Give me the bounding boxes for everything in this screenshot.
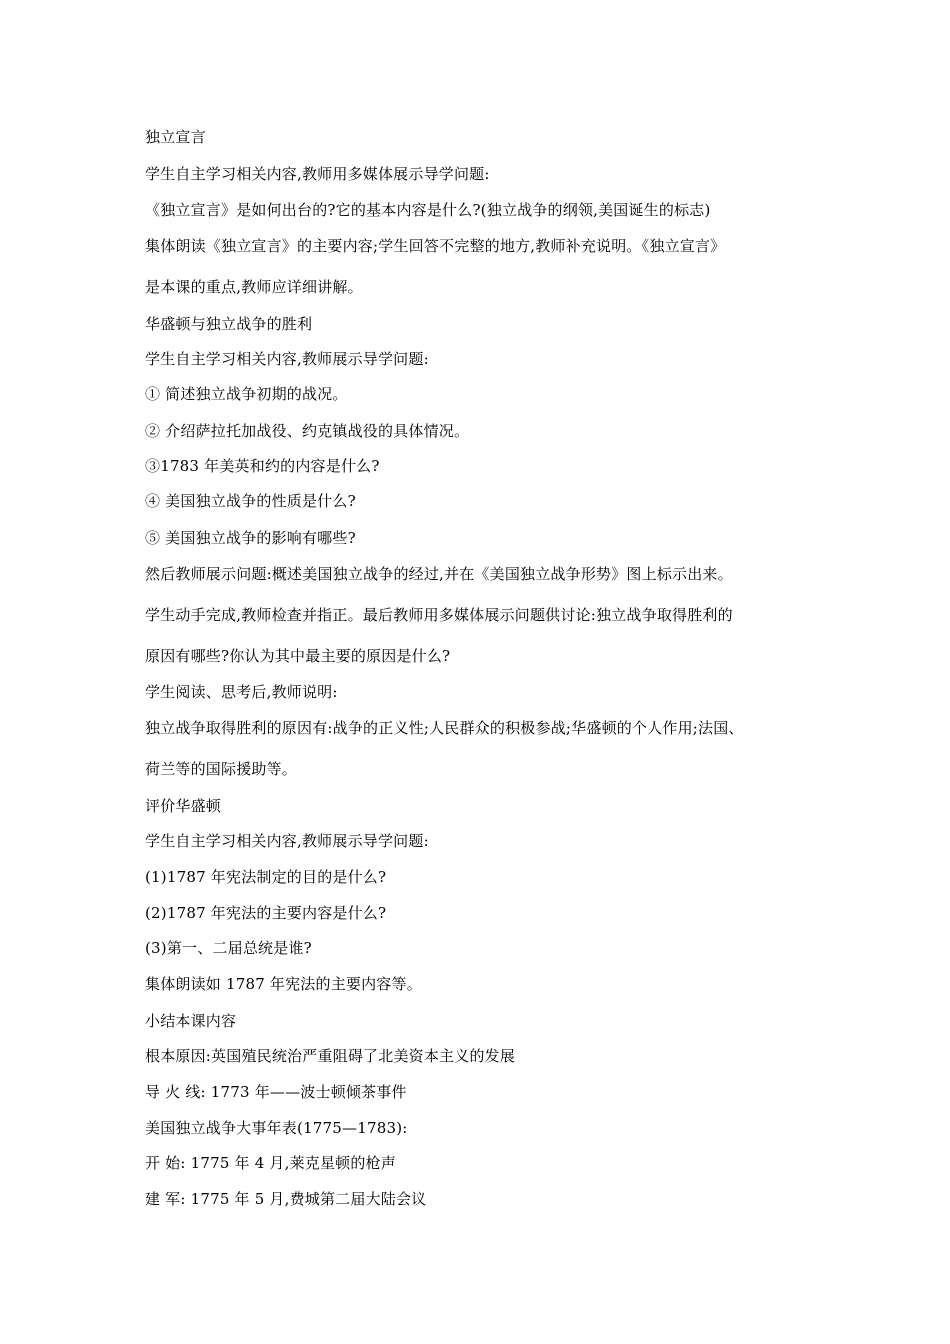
- list-item: ④ 美国独立战争的性质是什么?: [145, 492, 356, 510]
- list-item: ③1783 年美英和约的内容是什么?: [145, 457, 380, 475]
- section-heading-washington-victory: 华盛顿与独立战争的胜利: [145, 315, 313, 333]
- paragraph-line: 荷兰等的国际援助等。: [145, 760, 298, 778]
- section-heading-declaration: 独立宣言: [145, 128, 206, 146]
- paragraph-line: 学生阅读、思考后,教师说明:: [145, 683, 338, 701]
- section-heading-summary: 小结本课内容: [145, 1012, 237, 1030]
- paragraph-line: 是本课的重点,教师应详细讲解。: [145, 278, 363, 296]
- paragraph-line: 然后教师展示问题:概述美国独立战争的经过,并在《美国独立战争形势》图上标示出来。: [145, 565, 733, 583]
- paragraph-line: 集体朗读《独立宣言》的主要内容;学生回答不完整的地方,教师补充说明。《独立宣言》: [145, 237, 726, 255]
- list-item: ⑤ 美国独立战争的影响有哪些?: [145, 529, 356, 547]
- paragraph-line: 学生自主学习相关内容,教师展示导学问题:: [145, 350, 429, 368]
- list-item: (2)1787 年宪法的主要内容是什么?: [145, 904, 387, 922]
- paragraph-line: 独立战争取得胜利的原因有:战争的正义性;人民群众的积极参战;华盛顿的个人作用;法国、: [145, 719, 744, 737]
- summary-line: 根本原因:英国殖民统治严重阻碍了北美资本主义的发展: [145, 1047, 516, 1065]
- list-item: (1)1787 年宪法制定的目的是什么?: [145, 868, 387, 886]
- paragraph-line: 学生动手完成,教师检查并指正。最后教师用多媒体展示问题供讨论:独立战争取得胜利的: [145, 606, 733, 624]
- paragraph-line: 集体朗读如 1787 年宪法的主要内容等。: [145, 975, 422, 993]
- list-item: ① 简述独立战争初期的战况。: [145, 385, 348, 403]
- paragraph-line: 《独立宣言》是如何出台的?它的基本内容是什么?(独立战争的纲领,美国诞生的标志): [145, 201, 711, 219]
- list-item: ② 介绍萨拉托加战役、约克镇战役的具体情况。: [145, 422, 470, 440]
- section-heading-evaluate-washington: 评价华盛顿: [145, 797, 222, 815]
- paragraph-line: 学生自主学习相关内容,教师展示导学问题:: [145, 832, 429, 850]
- paragraph-line: 学生自主学习相关内容,教师用多媒体展示导学问题:: [145, 165, 490, 183]
- list-item: (3)第一、二届总统是谁?: [145, 939, 312, 957]
- summary-line: 导 火 线: 1773 年——波士顿倾茶事件: [145, 1083, 407, 1101]
- summary-line: 建 军: 1775 年 5 月,费城第二届大陆会议: [145, 1190, 427, 1208]
- paragraph-line: 原因有哪些?你认为其中最主要的原因是什么?: [145, 647, 451, 665]
- summary-line: 美国独立战争大事年表(1775—1783):: [145, 1119, 408, 1137]
- summary-line: 开 始: 1775 年 4 月,莱克星顿的枪声: [145, 1154, 396, 1172]
